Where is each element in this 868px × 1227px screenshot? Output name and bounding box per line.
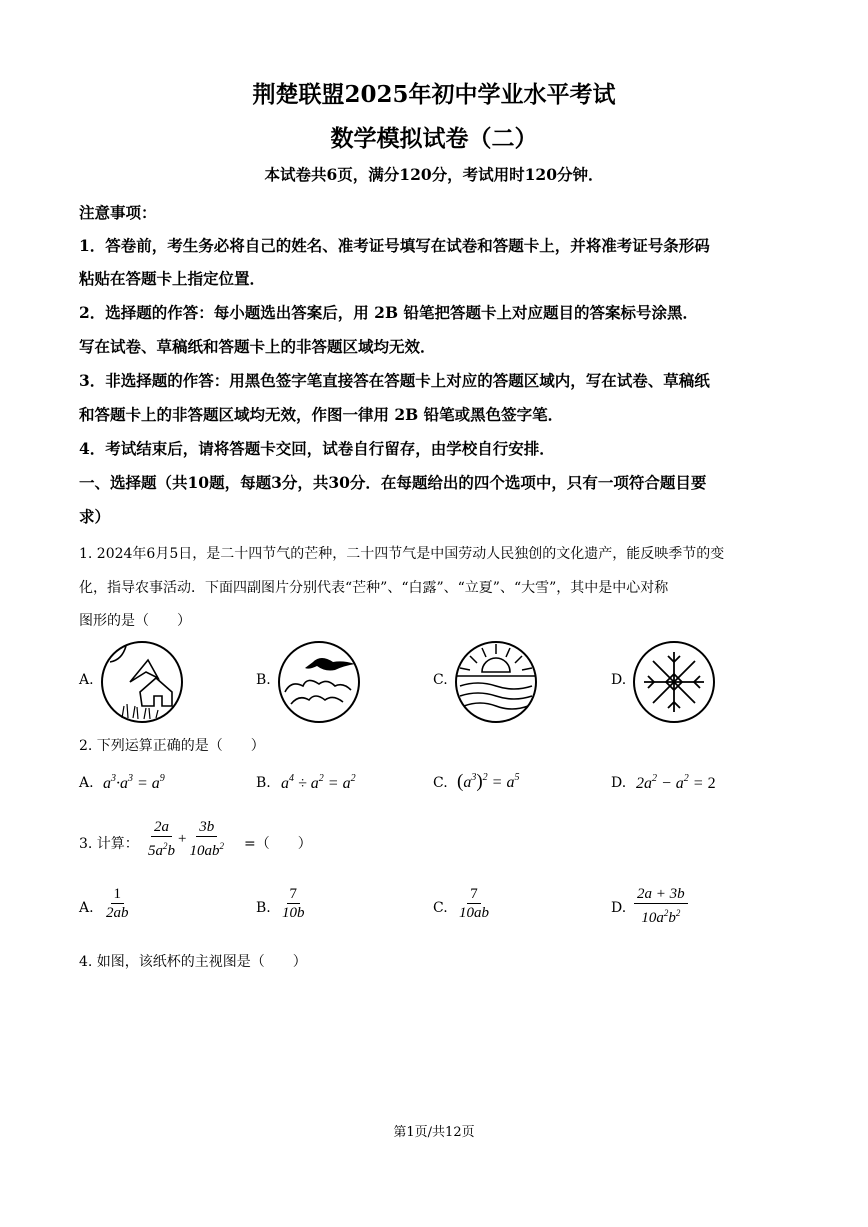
q1-option-a-label: A. <box>79 672 94 688</box>
q1-line-2: 化，指导农事活动．下面四副图片分别代表“芒种”、“白露”、“立夏”、“大雪”，其中是中心对称 <box>79 580 669 596</box>
q1-option-b-label: B. <box>256 672 271 688</box>
q3-expression: $\frac{2a}{5a^2b}$ + $\frac{3b}{10ab^2}$ <box>148 819 224 859</box>
notice-item-3-line-1: 3．非选择题的作答：用黑色签字笔直接答在答题卡上对应的答题区域内，写在试卷、草稿纸 <box>79 371 710 390</box>
q1-line-3: 图形的是（ ） <box>79 613 191 629</box>
notice-item-2-line-1: 2．选择题的作答：每小题选出答案后，用 2B 铅笔把答题卡上对应题目的答案标号涂黑． <box>79 303 698 322</box>
notice-item-3-line-2: 和答题卡上的非答题区域均无效，作图一律用 2B 铅笔或黑色签字笔． <box>79 405 564 424</box>
exam-title: 荆楚联盟2025年初中学业水平考试 <box>252 81 616 108</box>
start-of-summer-icon <box>454 640 538 724</box>
q3-option-b-label: B. <box>256 900 271 916</box>
q1-line-1: 1. 2024年6月5日，是二十四节气的芒种，二十四节气是中国劳动人民独创的文化遗产，能反映季节的变 <box>79 546 725 562</box>
q2-stem: 2. 下列运算正确的是（ ） <box>79 738 265 754</box>
q3-option-c-label: C. <box>433 900 448 916</box>
grain-in-ear-icon <box>100 640 184 724</box>
notice-item-2-line-2: 写在试卷、草稿纸和答题卡上的非答题区域均无效． <box>79 337 436 356</box>
notice-item-1-line-2: 粘贴在答题卡上指定位置． <box>79 269 266 288</box>
q2-option-c-formula: $(a^3)^2 = a^5$ <box>457 771 520 792</box>
q2-option-d-formula: $2a^2 - a^2 = 2$ <box>636 773 716 792</box>
major-snow-icon <box>632 640 716 724</box>
q2-option-a-formula: $a^3\cdot a^3 = a^9$ <box>103 773 165 792</box>
q3-tail: =（ ） <box>244 836 312 852</box>
q3-option-b-formula: $\frac{7}{10b}$ <box>282 886 305 921</box>
exam-info: 本试卷共6页，满分120分，考试用时120分钟． <box>264 165 604 184</box>
notice-item-1-line-1: 1．答卷前，考生务必将自己的姓名、准考证号填写在试卷和答题卡上，并将准考证号条形码 <box>79 236 710 255</box>
q3-option-d-label: D. <box>611 900 627 916</box>
page-footer: 第1页/共12页 <box>393 1125 475 1140</box>
section-1-heading-line-1: 一、选择题（共10题，每题3分，共30分．在每题给出的四个选项中，只有一项符合题目要 <box>79 473 707 492</box>
q1-option-c-label: C. <box>433 672 448 688</box>
q3-option-c-formula: $\frac{7}{10ab}$ <box>459 886 489 921</box>
q1-option-d-label: D. <box>611 672 627 688</box>
q3-stem: 3. 计算： <box>79 836 139 852</box>
q2-option-a-label: A. <box>79 775 94 791</box>
q3-option-a-formula: $\frac{1}{2ab}$ <box>106 886 129 921</box>
notice-item-4: 4．考试结束后，请将答题卡交回，试卷自行留存，由学校自行安排． <box>79 439 555 458</box>
q2-option-c-label: C. <box>433 775 448 791</box>
white-dew-icon <box>277 640 361 724</box>
q3-option-d-formula: $\frac{2a + 3b}{10a^2b^2}$ <box>634 885 688 927</box>
exam-subtitle: 数学模拟试卷（二） <box>330 125 538 152</box>
q3-option-a-label: A. <box>79 900 94 916</box>
q2-option-b-formula: $a^4 \div a^2 = a^2$ <box>281 773 356 792</box>
q2-option-d-label: D. <box>611 775 627 791</box>
notice-heading: 注意事项： <box>79 203 157 222</box>
q2-option-b-label: B. <box>256 775 271 791</box>
section-1-heading-line-2: 求） <box>79 507 111 526</box>
q4-stem: 4. 如图，该纸杯的主视图是（ ） <box>79 954 307 970</box>
